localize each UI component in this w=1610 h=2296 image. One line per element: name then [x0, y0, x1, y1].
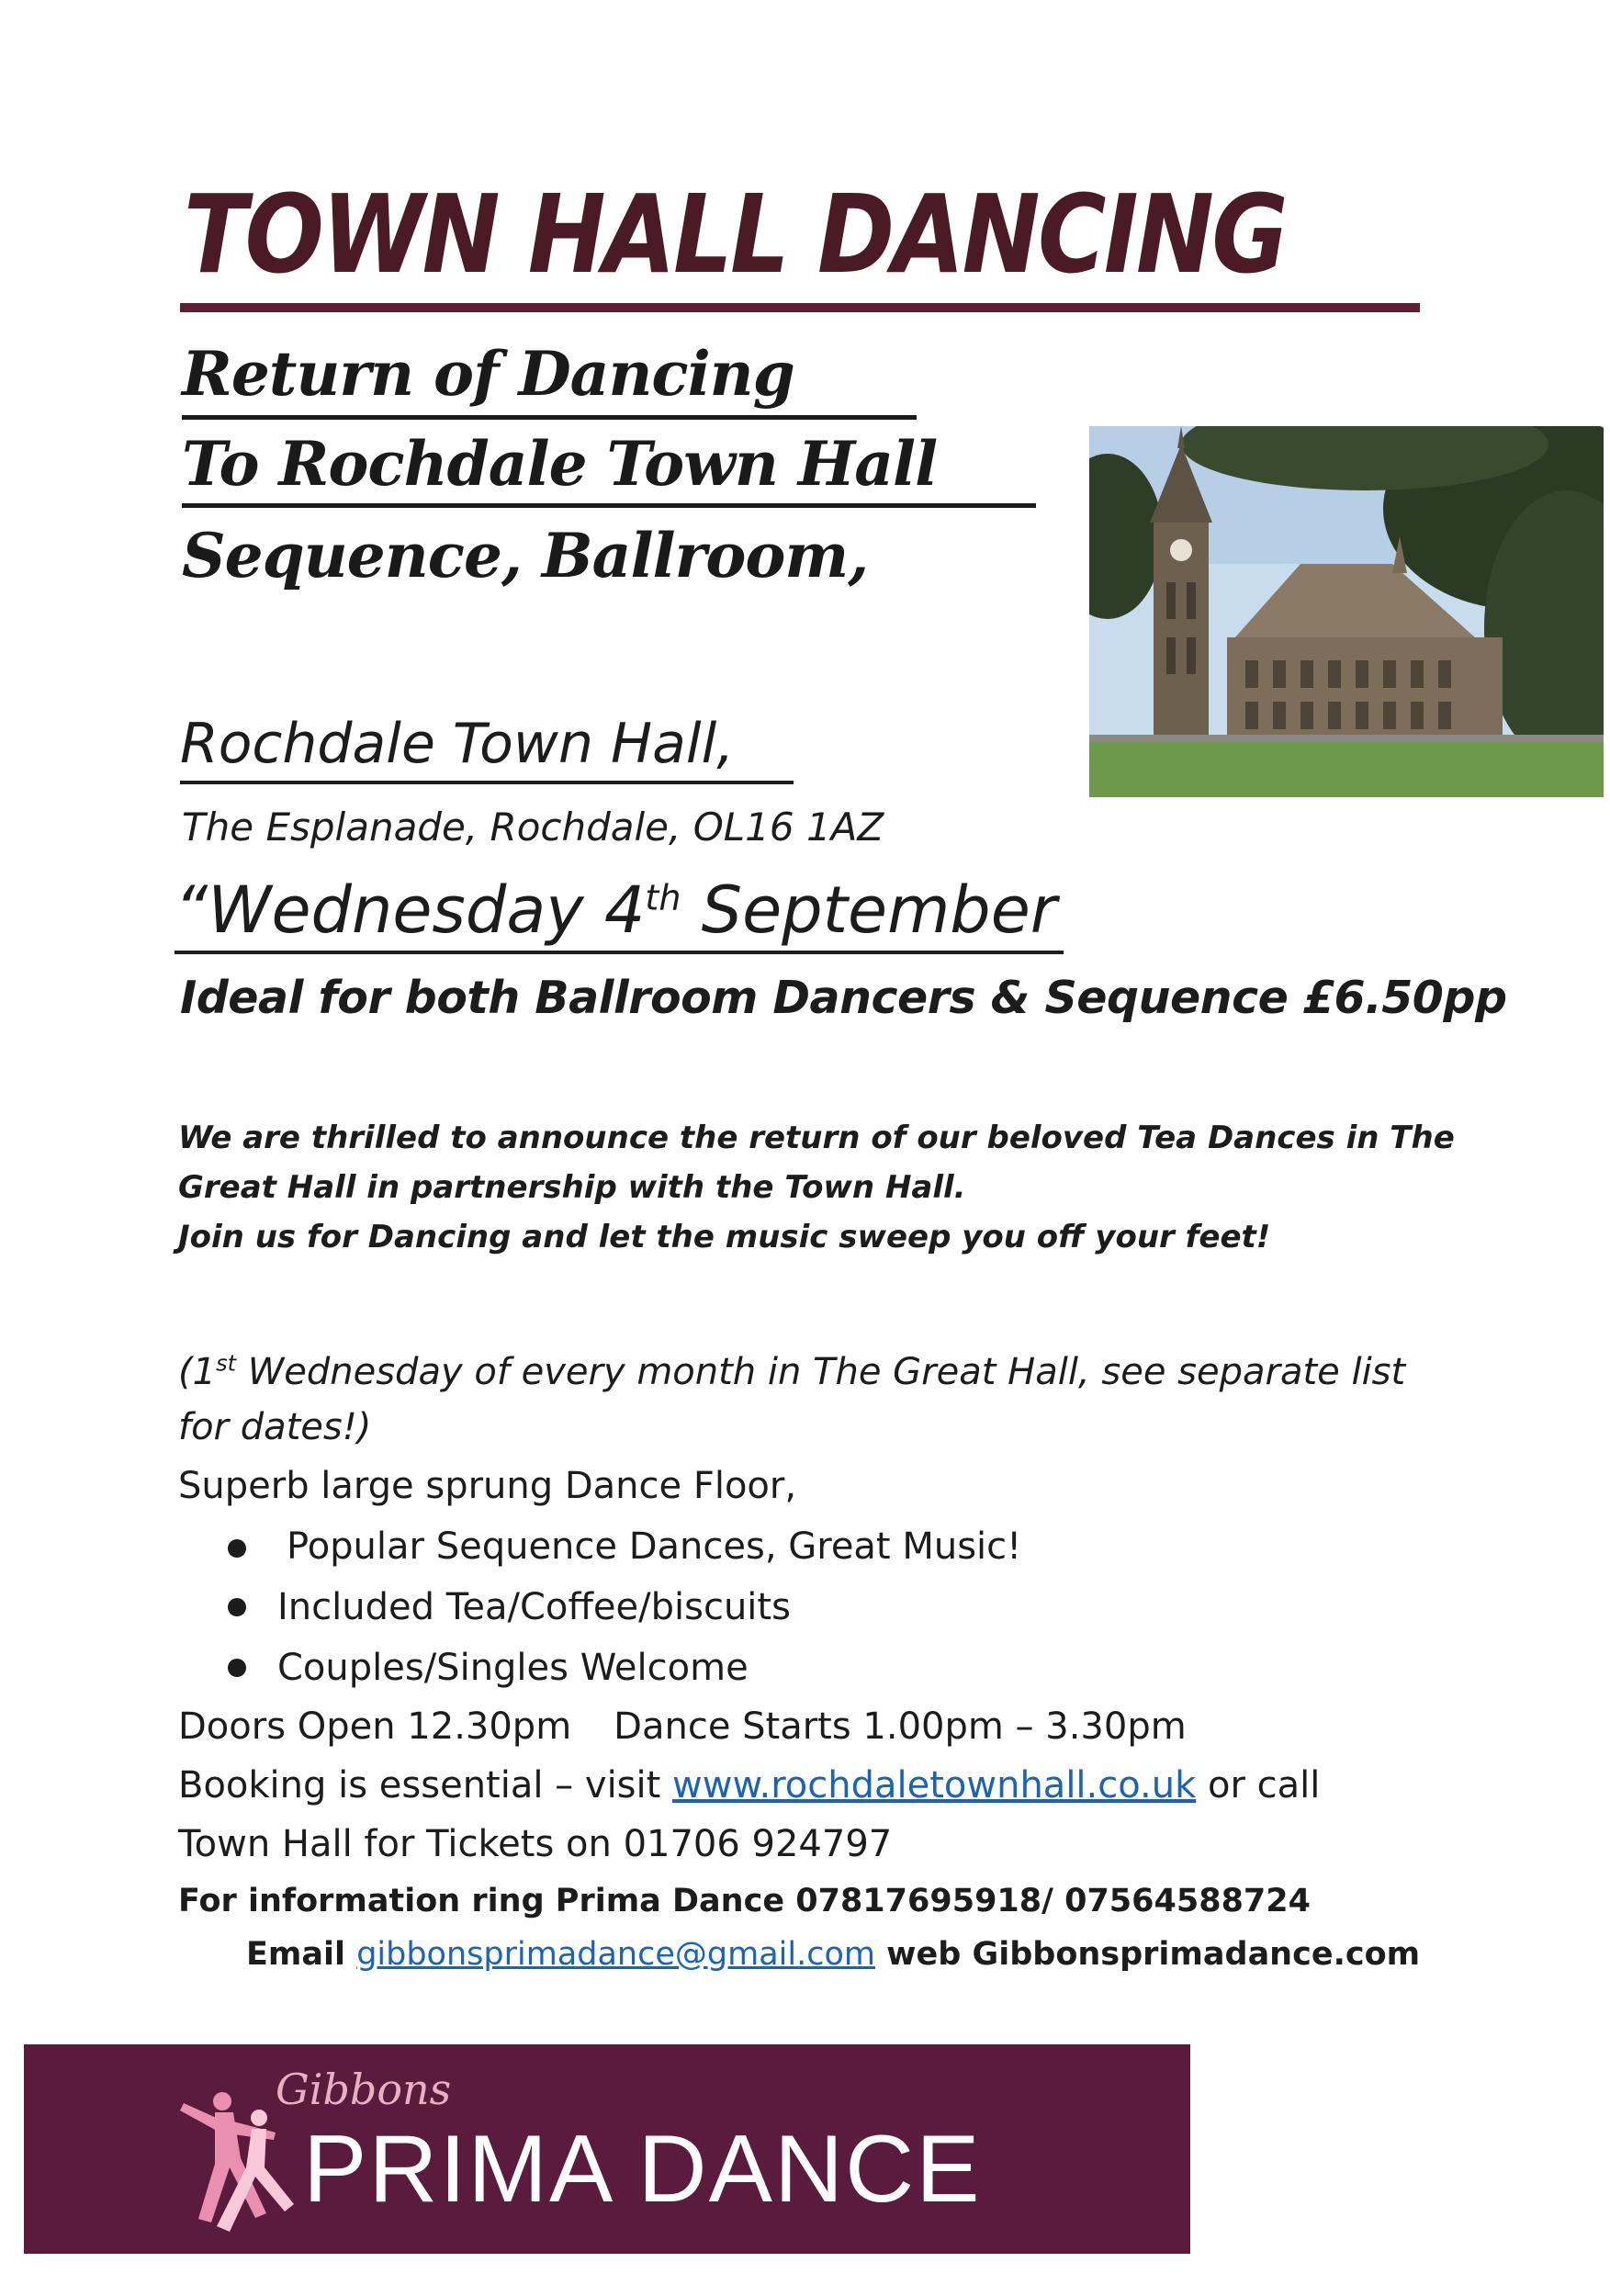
subtitle-line-2-underline: [182, 503, 1036, 508]
date-underline: [175, 951, 1064, 954]
times-line: [178, 1697, 1187, 1756]
venue-address: The Esplanade, Rochdale, OL16 1AZ: [182, 805, 884, 850]
poster-title: TOWN HALL DANCING: [184, 171, 1287, 298]
email-label: Email: [246, 1936, 357, 1973]
doors-open-time: Doors Open 12.30pm: [178, 1705, 572, 1748]
email-web-line: [246, 1929, 1420, 1980]
title-underline: [180, 303, 1420, 312]
date-ordinal: th: [645, 877, 681, 918]
booking-prefix: Booking is essential – visit: [178, 1764, 673, 1806]
tickets-line: Town Hall for Tickets on 01706 924797: [178, 1823, 893, 1865]
bullet-icon: [228, 1659, 246, 1677]
schedule-note-line-1: [178, 1343, 1405, 1401]
dance-floor-line: Superb large sprung Dance Floor,: [178, 1465, 797, 1507]
feature-item-1: Popular Sequence Dances, Great Music!: [287, 1525, 1022, 1568]
brand-name: PRIMA DANCE: [303, 2116, 982, 2223]
brand-script-name: Gibbons: [276, 2065, 452, 2114]
announcement-line-2: Great Hall in partnership with the Town Hall.: [178, 1169, 966, 1206]
web-address: Gibbonsprimadance.com: [972, 1936, 1421, 1973]
bullet-icon: [228, 1539, 246, 1558]
venue-underline: [180, 781, 794, 784]
subtitle-line-1: Return of Dancing: [182, 338, 794, 410]
schedule-note-open: (1: [178, 1351, 217, 1393]
bullet-icon: [228, 1598, 246, 1616]
town-hall-website-link[interactable]: www.rochdaletownhall.co.uk: [672, 1764, 1197, 1806]
feature-item-3: Couples/Singles Welcome: [277, 1647, 749, 1689]
subtitle-line-2: To Rochdale Town Hall: [182, 428, 938, 500]
web-label: web: [874, 1936, 973, 1973]
date-suffix: September: [681, 872, 1057, 948]
email-link[interactable]: gibbonsprimadance@gmail.com: [356, 1936, 875, 1973]
schedule-note-rest: Wednesday of every month in The Great Hall, see separate list: [235, 1351, 1406, 1393]
booking-suffix: or call: [1196, 1764, 1321, 1806]
town-hall-illustration: [1089, 426, 1604, 797]
announcement-line-1: We are thrilled to announce the return of our beloved Tea Dances in The: [178, 1120, 1455, 1156]
event-date: [175, 872, 1057, 948]
schedule-note-line-2: for dates!): [178, 1406, 372, 1448]
venue-name: Rochdale Town Hall,: [180, 712, 735, 776]
info-phone-line: For information ring Prima Dance 07817695918/ 07564588724: [178, 1883, 1311, 1919]
subtitle-line-1-underline: [182, 415, 917, 420]
subtitle-line-3: Sequence, Ballroom,: [182, 520, 869, 591]
booking-line: [178, 1756, 1320, 1815]
schedule-note-ordinal: st: [216, 1350, 236, 1377]
town-hall-photo: [1089, 426, 1604, 797]
feature-item-2: Included Tea/Coffee/biscuits: [277, 1586, 791, 1628]
date-prefix: “Wednesday 4: [175, 872, 646, 948]
ideal-price-line: Ideal for both Ballroom Dancers & Sequence £6.50pp: [180, 972, 1507, 1024]
dance-time: Dance Starts 1.00pm – 3.30pm: [614, 1705, 1187, 1748]
announcement-line-3: Join us for Dancing and let the music sweep you off your feet!: [178, 1219, 1271, 1255]
